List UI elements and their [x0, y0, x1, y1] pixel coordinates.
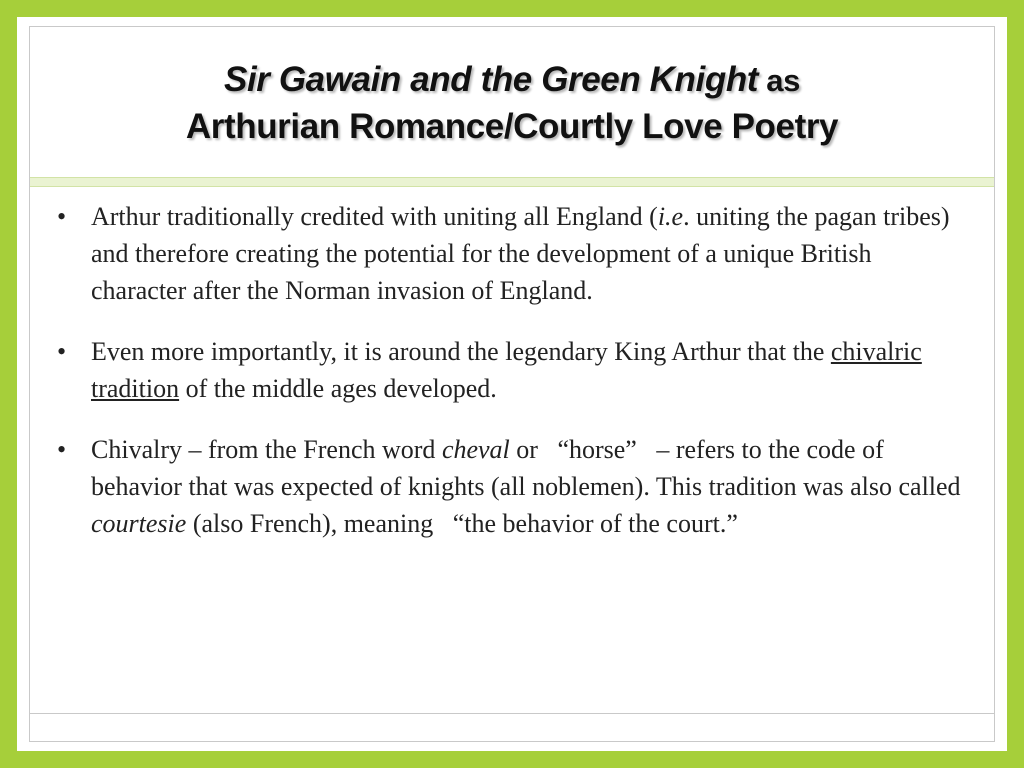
title-divider	[30, 177, 994, 187]
text-run: or “horse” – refers to the code of behavior that was expected of knights (all noblemen). This tradition was also called	[91, 435, 961, 501]
title-work-name: Sir Gawain and the Green Knight	[224, 60, 759, 99]
text-run-italic: courtesie	[91, 509, 187, 538]
bullet-marker: •	[57, 435, 67, 464]
title-line-2: Arthurian Romance/Courtly Love Poetry	[185, 107, 839, 146]
slide-title	[17, 57, 1007, 150]
text-run: of the middle ages developed.	[179, 374, 497, 403]
slide	[17, 17, 1007, 751]
bullet-item-chivalric	[57, 333, 969, 407]
text-run-italic: cheval	[441, 435, 510, 464]
text-run: Chivalry – from the French word	[91, 435, 442, 464]
bullet-text	[91, 198, 969, 309]
bullet-list	[57, 198, 969, 566]
text-run: (also French), meaning “the behavior of the court.”	[186, 509, 738, 538]
text-run: Even more importantly, it is around the legendary King Arthur that the	[91, 337, 831, 366]
bullet-marker: •	[57, 337, 67, 366]
title-suffix: as	[758, 63, 800, 98]
text-run-underline: chivalric tradition	[91, 337, 922, 403]
text-run-italic: i.e	[657, 202, 684, 231]
bullet-item-chivalry	[57, 431, 969, 542]
title-line-1	[17, 57, 1007, 104]
text-run: Arthur traditionally credited with uniting all England (	[91, 202, 658, 231]
bottom-rule	[30, 713, 994, 714]
bullet-text	[91, 431, 969, 542]
bullet-item-arthur	[57, 198, 969, 309]
bullet-text	[91, 333, 969, 407]
text-run: . uniting the pagan tribes) and therefore creating the potential for the development of a unique British character after the Norman invasion of England.	[91, 202, 950, 305]
bullet-marker: •	[57, 202, 67, 231]
